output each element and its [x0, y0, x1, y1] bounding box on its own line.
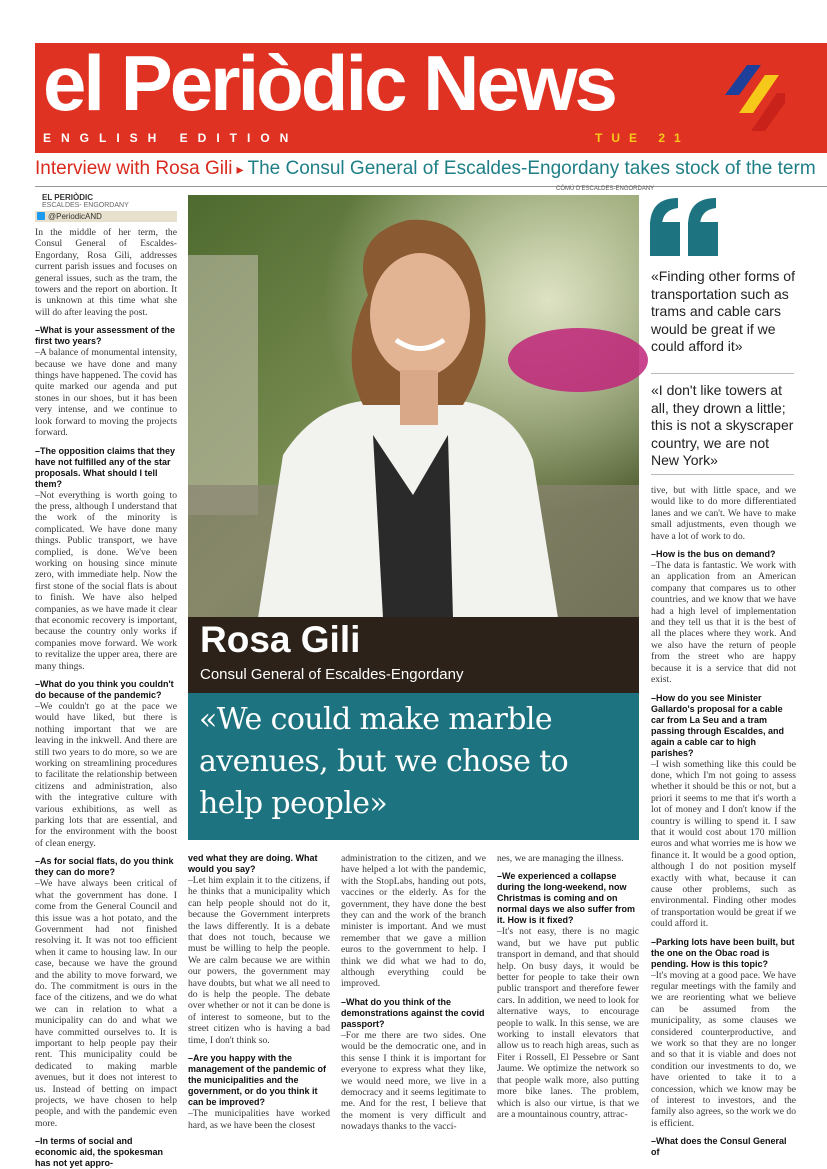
- article-intro: In the middle of her term, the Consul General of Escaldes-Engordany, Rosa Gili, addresses current parish issues and focuses on general issues, such as the tram, the towers and the report on abortion. It is unknown at this time what she will do after leaving the post.: [35, 227, 177, 318]
- question: –We experienced a collapse during the long-weekend, now Christmas is coming and on normal days we also suffer from it. How is it fixed?: [497, 871, 636, 926]
- newspaper-logo[interactable]: el Periòdic News: [43, 39, 615, 127]
- masthead: [35, 39, 827, 153]
- question: –What do you think of the demonstrations against the covid passport?: [341, 996, 485, 1029]
- main-quote: «We could make marble avenues, but we chose to help people»: [199, 702, 569, 821]
- answer: –It's moving at a good pace. We have regular meetings with the family and we are reorienting what we believe can be assumed from the municipality, as some clauses we considered counterproductive, and we work so that they are no longer and so that it is viable and does not condition our investments to do, we have oriented to take it to a concession, which we know may be of interest to investors, and the family also agrees, so the work we do is efficient.: [651, 969, 796, 1129]
- question-continued: ved what they are doing. What would you say?: [188, 853, 318, 874]
- answer: –The data is fantastic. We work with an application from an American company that compares us to other countries, and we know that we have had a high level of implementation and they tell us that it is the best of all the places where they work. And we also have the return of people from the street who are happy because it is a service that did not exist.: [651, 560, 796, 686]
- article-column-3: [341, 853, 486, 1160]
- answer: nes, we are managing the illness.: [497, 853, 624, 864]
- answer: –I wish something like this could be done, which I'm not going to assess whether it should be this or not, but a priori it seems to me that it's worth a lot of money and I don't know if the country is willing to spend it. I saw that it would cost about 170 million euros and what worries me is how we finance it. It would be a good option, although I do not position myself exactly with what, because it can cause other problems, such as environmental. Finding other modes of transportation would be great if we could afford it.: [651, 758, 796, 930]
- quote-glyph-left-top: [650, 198, 678, 226]
- question: –In terms of social and economic aid, the spokesman has not yet appro-: [35, 1136, 164, 1169]
- portrait-photo: [188, 195, 639, 618]
- answer: –We couldn't go at the pace we would have liked, but there is nothing important that we are leaving in the inkwell. And there are still two years to do more, so we are working on streamlining procedures to facilitate the relationship between citizens and administration, also with the integrative culture with various exhibitions, as well as parking lots that are essential, and for the environment with the boost of clean energy.: [35, 701, 177, 849]
- question: –Parking lots have been built, but the one on the Obac road is pending. How is this topic?: [651, 936, 795, 969]
- question: –How is the bus on demand?: [651, 549, 776, 560]
- article-column-4: [497, 853, 639, 1160]
- question: –Are you happy with the management of the pandemic of the municipalities and the government, or do you think it can be improved?: [188, 1053, 327, 1108]
- headline-divider: [35, 186, 827, 187]
- twitter-handle-text: @PeriodicAND: [48, 212, 102, 221]
- pull-quote-divider: [651, 474, 794, 475]
- pull-quote-2: «I don't like towers at all, they drown a little; this is not a skyscraper country, we are not New York»: [651, 382, 794, 468]
- photo-credit: CÓMÚ D'ESCALDES-ENGORDANY: [556, 186, 655, 192]
- twitter-handle[interactable]: [35, 211, 177, 222]
- neck: [400, 370, 438, 425]
- question: –How do you see Minister Gallardo's proposal for a cable car from La Seu and a tram passing through Escaldes, and again a cable car to high parishes?: [651, 692, 785, 758]
- answer: –We have always been critical of what the government has done. I come from the General Council and this issue was a hot potato, and the Government had not finished resolving it. It was not too efficient when it came to housing law. In our case, because we have the ground and the ability to move forward, we do. The commitment is ours in the face of the citizens, and we do what we can in relation to what a municipality can do and what we have committed ourselves to. It is important to help people pay their rent. This municipality could be dedicated to making marble avenues, but it does not interest to us. Instead of betting on impact projects, we have chosen to help people, and with the pandemic even more.: [35, 878, 177, 1129]
- pull-quote-1: «Finding other forms of transportation such as trams and cable cars would be great if we could afford it»: [651, 268, 795, 354]
- question: –What does the Consul General of: [651, 1136, 787, 1158]
- pull-quote-divider: [651, 373, 794, 374]
- building-facade: [188, 255, 258, 515]
- article-column-5: [651, 485, 796, 1160]
- quote-glyph-right-top: [688, 198, 716, 226]
- source-subtitle: ESCALDES- ENGORDANY: [42, 202, 129, 209]
- question: –What is your assessment of the first two years?: [35, 325, 176, 347]
- article-column-2: [188, 853, 330, 1160]
- answer: –A balance of monumental intensity, because we have done and many things have happened. The covid has quite marked our agenda and put stones in our shoes, but it has been very intense, and we continue to look forward to moving the projects forward.: [35, 347, 177, 439]
- face: [370, 253, 470, 377]
- main-quote-box: [188, 693, 639, 840]
- question: –The opposition claims that they have not fulfilled any of the star proposals. What should I tell them?: [35, 445, 176, 489]
- answer: –For me there are two sides. One would be the democratic one, and in this sense I think it is important for everyone to express what they like, we would need more, we live in a democracy and it seems legitimate to me. And for the rest, I believe that the moment is very difficult and nowadays thanks to the vacci-: [341, 1029, 486, 1133]
- quote-glyph-right: [688, 222, 718, 256]
- issue-date: TUE 21: [595, 131, 690, 145]
- question: –What do you think you couldn't do because of the pandemic?: [35, 679, 174, 700]
- answer: –It's not easy, there is no magic wand, but we have put public transport in demand, and that should help. On busy days, it would be better for people to take their own public transport and therefore fewer cars. In addition, we need to look for alternative ways, to encourage people to walk. In this sense, we are working to install elevators that allow us to reach high areas, such as Fiter i Rossell, El Pessebre or Sant Jaume. We optimize the network so that people walk more, also putting more bike lanes. The problem, which is also our virtue, is that we are a mountainous country, attrac-: [497, 926, 639, 1120]
- quote-glyph-left: [650, 222, 680, 256]
- quotation-mark-icon: [648, 196, 724, 258]
- andorra-flag-stripes-icon: [725, 65, 785, 135]
- answer: administration to the citizen, and we have helped a lot with the pandemic, with the StopLabs, handing out pots, vaccines or the elderly. As for the government, they have done the best they can and the work of the branch minister is important. And we must remember that we gave a million euros to the government to help. I think we did what we had to do, although everything could be improved.: [341, 853, 486, 990]
- source-tag: [35, 193, 177, 222]
- question: –As for social flats, do you think they can do more?: [35, 856, 174, 878]
- answer: tive, but with little space, and we would like to do more differentiated lanes and we can't. We have to make small adjustments, even though we have a lot of work to do.: [651, 485, 796, 542]
- edition-label: ENGLISH EDITION: [43, 131, 299, 145]
- source-name: EL PERIÒDIC: [42, 193, 93, 202]
- answer: –Not everything is worth going to the press, although I understand that the work of the minority is complicated. We have done many things. Public transport, we have complied, is done. We've been working on housing since minute zero, with immediate help. Now the first stone of the social flats is about to finish. We have also helped companies, as we have made it clear that economic recovery is important, because the country only works if companies move forward. We work to revitalize the upper area, there are many things.: [35, 489, 177, 672]
- article-column-1: [35, 227, 177, 1169]
- twitter-icon: [37, 212, 45, 220]
- headline-interview: Interview with Rosa Gili: [35, 158, 233, 179]
- answer: –The municipalities have worked hard, as we have been the closest: [188, 1108, 330, 1131]
- name-banner: [188, 617, 639, 693]
- interviewee-title: Consul General of Escaldes-Engordany: [200, 666, 464, 683]
- headline-subject: The Consul General of Escaldes-Engordany takes stock of the term: [247, 158, 816, 179]
- answer: –Let him explain it to the citizens, if he thinks that a municipality which can help people should not do it, because the Government interprets the laws differently. It is a debate that does not touch, because we must be willing to help the people. We are calm because we are within our powers, the government may have doubts, but what we all need to do is help the people. The debate over whether or not it can be done is of interest to someone, but to the street citizen who is having a bad time, I don't think so.: [188, 875, 330, 1046]
- interviewee-name: Rosa Gili: [200, 619, 361, 660]
- flower-bed: [508, 328, 648, 392]
- headline: [35, 156, 827, 182]
- headline-arrow-icon: ▸: [236, 161, 244, 177]
